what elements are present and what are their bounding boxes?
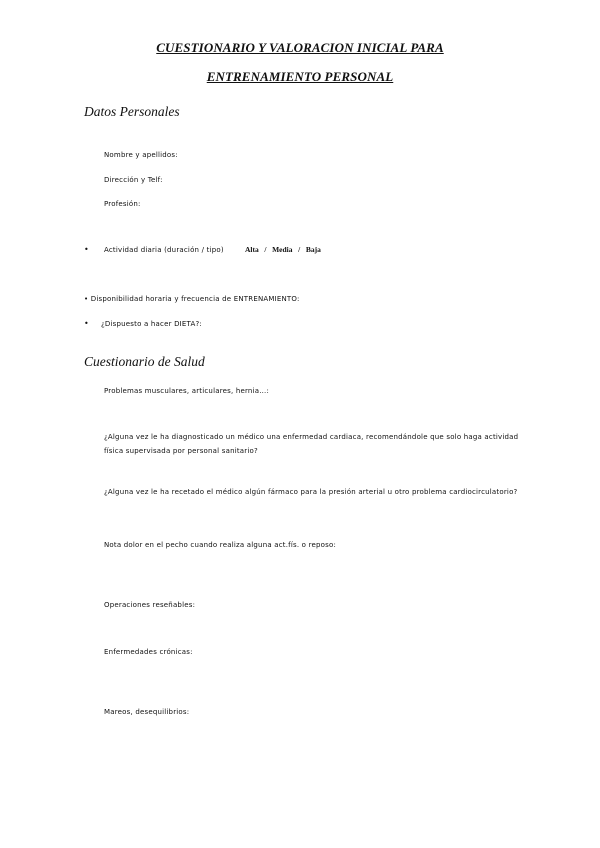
bullet-icon: • — [84, 319, 89, 328]
document-title-line-1: CUESTIONARIO Y VALORACION INICIAL PARA — [156, 40, 444, 55]
question-dolor-pecho: Nota dolor en el pecho cuando realiza alguna act.fís. o reposo: — [104, 541, 337, 549]
field-label-dieta: ¿Dispuesto a hacer DIETA?: — [101, 320, 202, 328]
question-mareos: Mareos, desequilibrios: — [104, 708, 190, 716]
section-heading-cuestionario-salud: Cuestionario de Salud — [84, 354, 205, 369]
actividad-options: Alta / Media / Baja — [245, 245, 321, 254]
question-enfermedades-cronicas: Enfermedades crónicas: — [104, 648, 193, 656]
document-title-line-2: ENTRENAMIENTO PERSONAL — [206, 69, 394, 84]
field-label-disponibilidad: • Disponibilidad horaria y frecuencia de ENTRENAMIENTO: — [84, 295, 300, 303]
field-label-actividad-diaria: Actividad diaria (duración / tipo) — [104, 246, 224, 254]
question-enfermedad-cardiaca: ¿Alguna vez le ha diagnosticado un médico una enfermedad cardiaca, recomendándole que solo haga actividad física supervisada por personal sanitario? — [104, 433, 519, 455]
field-label-profesion: Profesión: — [104, 200, 141, 208]
bullet-icon: • — [84, 245, 89, 254]
field-label-direccion: Dirección y Telf: — [104, 176, 163, 184]
question-farmaco-presion: ¿Alguna vez le ha recetado el médico algún fármaco para la presión arterial u otro problema cardiocirculatorio? — [104, 488, 518, 496]
field-label-nombre: Nombre y apellidos: — [104, 151, 178, 159]
question-operaciones: Operaciones reseñables: — [104, 601, 196, 609]
section-heading-datos-personales: Datos Personales — [84, 104, 180, 119]
question-problemas-musculares: Problemas musculares, articulares, hernia...: — [104, 387, 270, 395]
